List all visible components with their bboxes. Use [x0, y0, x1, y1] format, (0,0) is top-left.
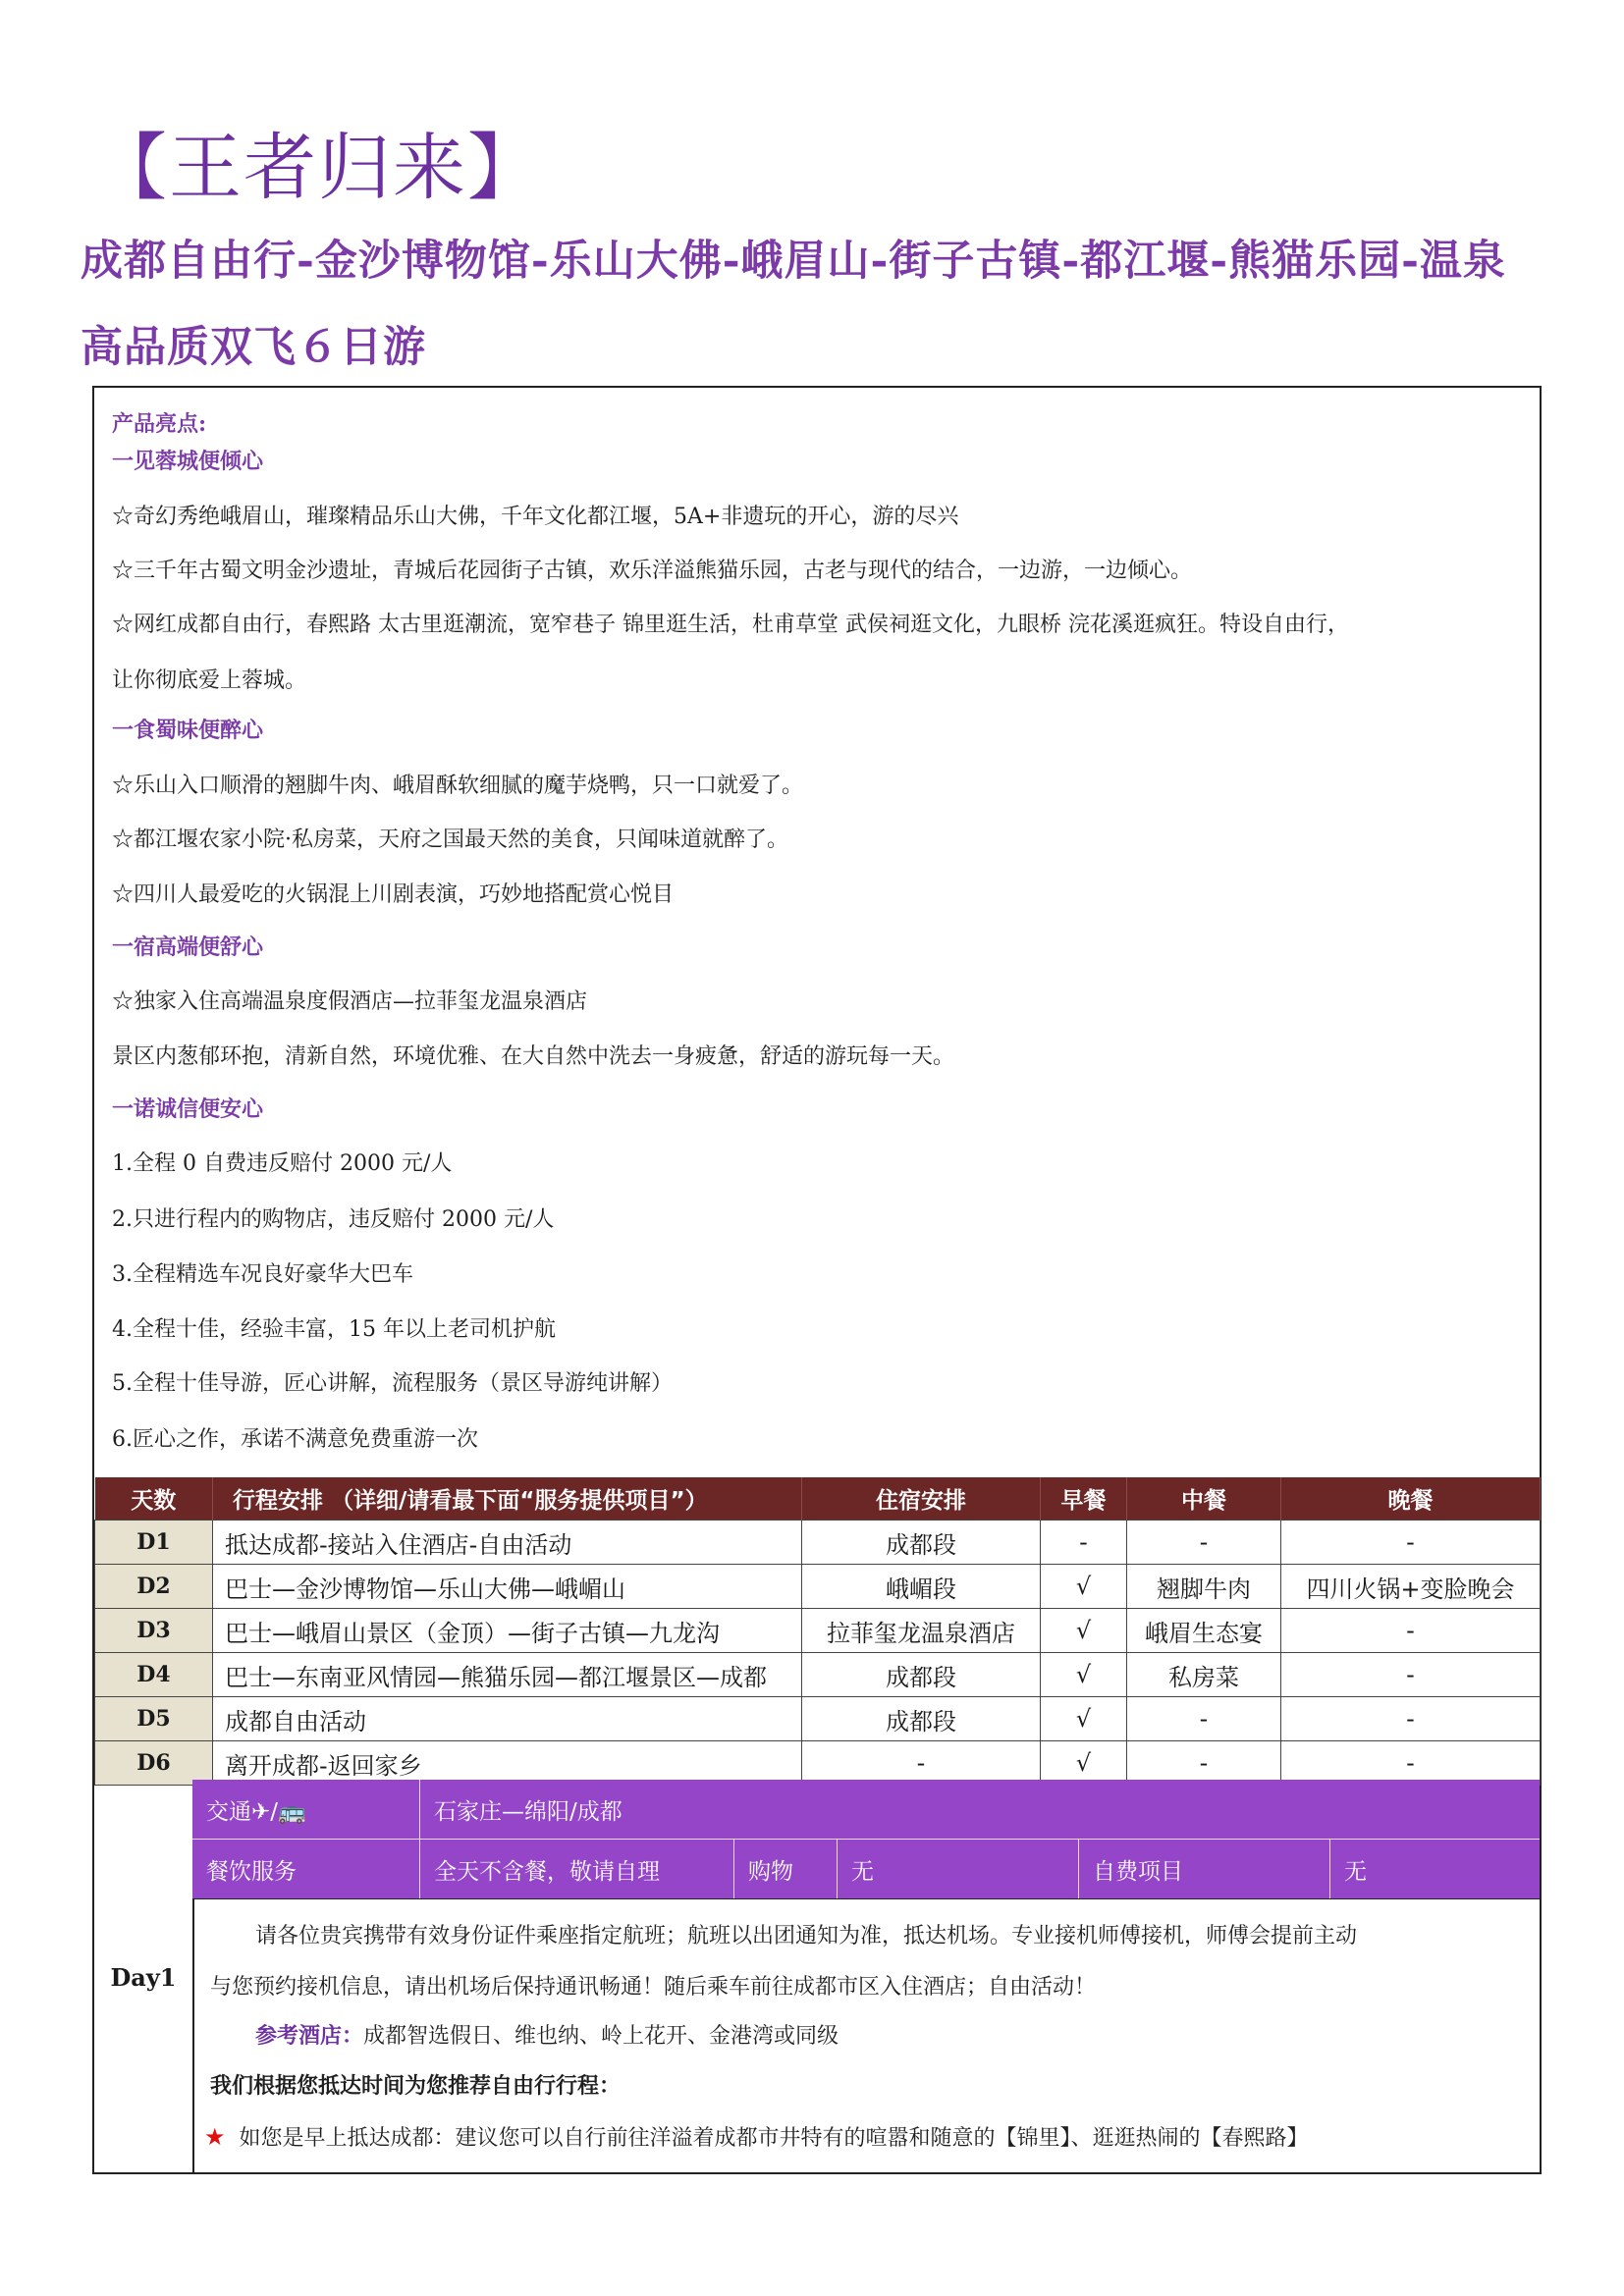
- itinerary-plan-cell: 成都自由活动: [213, 1697, 802, 1741]
- itinerary-lunch-cell: 私房菜: [1127, 1653, 1281, 1697]
- itinerary-plan-cell: 抵达成都-接站入住酒店-自由活动: [213, 1521, 802, 1565]
- itinerary-lunch-cell: -: [1127, 1741, 1281, 1786]
- itinerary-row: [95, 1653, 1541, 1697]
- reference-hotel-value: 成都智选假日、维也纳、岭上花开、金港湾或同级: [363, 2024, 839, 2049]
- page-title: 【王者归来】: [94, 126, 542, 210]
- day1-desc-line1: 请各位贵宾携带有效身份证件乘座指定航班；航班以出团通知为准，抵达机场。专业接机师傅接机，师傅会提前主动: [255, 1924, 1358, 1949]
- day1-transport-bar: [192, 1780, 1540, 1840]
- itinerary-day-cell: D5: [95, 1697, 213, 1741]
- route-subtitle-line1: 成都自由行-金沙博物馆-乐山大佛-峨眉山-街子古镇-都江堰-熊猫乐园-温泉: [81, 237, 1506, 286]
- meal-value: 全天不含餐，敬请自理: [420, 1840, 734, 1898]
- itinerary-hotel-cell: 成都段: [802, 1653, 1041, 1697]
- itinerary-dinner-cell: -: [1281, 1653, 1541, 1697]
- highlight-section-heading: 一食蜀味便醉心: [112, 718, 264, 743]
- highlight-line: 6.匠心之作，承诺不满意免费重游一次: [112, 1427, 478, 1452]
- highlight-section-heading: 一见蓉城便倾心: [112, 449, 264, 474]
- recommendation-heading: 我们根据您抵达时间为您推荐自由行行程：: [210, 2073, 622, 2099]
- highlight-line: ☆乐山入口顺滑的翘脚牛肉、峨眉酥软细腻的魔芋烧鸭，只一口就爱了。: [112, 774, 804, 798]
- itinerary-breakfast-cell: -: [1041, 1521, 1127, 1565]
- star-icon: ★: [204, 2123, 226, 2151]
- highlight-line: ☆网红成都自由行，春熙路 太古里逛潮流，宽窄巷子 锦里逛生活，杜甫草堂 武侯祠逛文化，九眼桥 浣花溪逛疯狂。特设自由行，: [112, 613, 1349, 637]
- highlight-line: 4.全程十佳，经验丰富，15 年以上老司机护航: [112, 1317, 556, 1342]
- transport-label: 交通✈/🚌: [192, 1780, 420, 1839]
- highlight-line: ☆四川人最爱吃的火锅混上川剧表演，巧妙地搭配赏心悦目: [112, 882, 675, 907]
- itinerary-plan-cell: 巴士—金沙博物馆—乐山大佛—峨嵋山: [213, 1565, 802, 1609]
- itinerary-row: [95, 1741, 1541, 1786]
- itinerary-hotel-cell: 峨嵋段: [802, 1565, 1041, 1609]
- day1-label: Day1: [94, 1780, 194, 2174]
- itinerary-row: [95, 1697, 1541, 1741]
- highlight-line: ☆都江堰农家小院·私房菜，天府之国最天然的美食，只闻味道就醉了。: [112, 828, 788, 852]
- itinerary-lunch-cell: -: [1127, 1521, 1281, 1565]
- recommendation-line: [204, 2121, 1309, 2152]
- itinerary-dinner-cell: -: [1281, 1521, 1541, 1565]
- reference-hotel-label: 参考酒店：: [255, 2023, 364, 2049]
- highlight-line: 3.全程精选车况良好豪华大巴车: [112, 1262, 413, 1287]
- itinerary-breakfast-cell: √: [1041, 1741, 1127, 1786]
- itinerary-breakfast-cell: √: [1041, 1565, 1127, 1609]
- transport-value: 石家庄—绵阳/成都: [434, 1798, 623, 1825]
- itinerary-lunch-cell: 峨眉生态宴: [1127, 1609, 1281, 1653]
- optional-items-value: 无: [1344, 1858, 1367, 1885]
- col-header-dinner: 晚餐: [1281, 1477, 1541, 1521]
- highlight-line: 5.全程十佳导游，匠心讲解，流程服务（景区导游纯讲解）: [112, 1371, 673, 1396]
- itinerary-row: [95, 1565, 1541, 1609]
- itinerary-dinner-cell: -: [1281, 1741, 1541, 1786]
- highlight-section-heading: 一宿高端便舒心: [112, 934, 264, 960]
- col-header-breakfast: 早餐: [1041, 1477, 1127, 1521]
- itinerary-day-cell: D4: [95, 1653, 213, 1697]
- itinerary-breakfast-cell: √: [1041, 1653, 1127, 1697]
- highlight-line: ☆独家入住高端温泉度假酒店—拉菲玺龙温泉酒店: [112, 989, 588, 1014]
- tour-details-box: [92, 386, 1542, 2174]
- itinerary-dinner-cell: -: [1281, 1609, 1541, 1653]
- meal-label: 餐饮服务: [192, 1840, 420, 1898]
- reference-hotel: [255, 2019, 839, 2050]
- day1-services-bar: [192, 1840, 1540, 1898]
- itinerary-plan-cell: 离开成都-返回家乡: [213, 1741, 802, 1786]
- shopping-value: 无: [838, 1840, 1079, 1898]
- itinerary-day-cell: D6: [95, 1741, 213, 1786]
- col-header-lunch: 中餐: [1127, 1477, 1281, 1521]
- route-subtitle-line2: 高品质双飞６日游: [81, 323, 426, 372]
- itinerary-hotel-cell: -: [802, 1741, 1041, 1786]
- itinerary-breakfast-cell: √: [1041, 1697, 1127, 1741]
- col-header-hotel: 住宿安排: [802, 1477, 1041, 1521]
- highlight-line: ☆奇幻秀绝峨眉山，璀璨精品乐山大佛，千年文化都江堰，5A+非遗玩的开心，游的尽兴: [112, 505, 959, 529]
- highlights-heading: 产品亮点:: [112, 411, 207, 437]
- itinerary-day-cell: D1: [95, 1521, 213, 1565]
- itinerary-row: [95, 1521, 1541, 1565]
- highlight-line: 让你彻底爱上蓉城。: [112, 668, 307, 693]
- highlight-line: 景区内葱郁环抱，清新自然，环境优雅、在大自然中洗去一身疲惫，舒适的游玩每一天。: [112, 1044, 955, 1069]
- itinerary-day-cell: D2: [95, 1565, 213, 1609]
- itinerary-row: [95, 1609, 1541, 1653]
- itinerary-hotel-cell: 拉菲玺龙温泉酒店: [802, 1609, 1041, 1653]
- itinerary-dinner-cell: -: [1281, 1697, 1541, 1741]
- highlight-line: 2.只进行程内的购物店，违反赔付 2000 元/人: [112, 1207, 555, 1232]
- highlight-line: ☆三千年古蜀文明金沙遗址，青城后花园街子古镇，欢乐洋溢熊猫乐园，古老与现代的结合，一边游，一边倾心。: [112, 559, 1193, 583]
- itinerary-header-row: [95, 1477, 1541, 1521]
- itinerary-table: [94, 1477, 1541, 1786]
- itinerary-day-cell: D3: [95, 1609, 213, 1653]
- recommendation-text: 如您是早上抵达成都：建议您可以自行前往洋溢着成都市井特有的喧嚣和随意的【锦里】、逛逛热闹的【春熙路】: [239, 2126, 1309, 2151]
- itinerary-breakfast-cell: √: [1041, 1609, 1127, 1653]
- col-header-plan: 行程安排 （详细/请看最下面“服务提供项目”）: [213, 1477, 802, 1521]
- itinerary-dinner-cell: 四川火锅+变脸晚会: [1281, 1565, 1541, 1609]
- itinerary-plan-cell: 巴士—峨眉山景区（金顶）—街子古镇—九龙沟: [213, 1609, 802, 1653]
- highlight-line: 1.全程 0 自费违反赔付 2000 元/人: [112, 1151, 453, 1176]
- day1-desc-line2: 与您预约接机信息，请出机场后保持通讯畅通！随后乘车前往成都市区入住酒店；自由活动！: [210, 1975, 1097, 2000]
- day1-description: [192, 1898, 1540, 2175]
- itinerary-lunch-cell: -: [1127, 1697, 1281, 1741]
- highlight-section-heading: 一诺诚信便安心: [112, 1096, 264, 1122]
- itinerary-lunch-cell: 翘脚牛肉: [1127, 1565, 1281, 1609]
- itinerary-hotel-cell: 成都段: [802, 1697, 1041, 1741]
- col-header-day: 天数: [95, 1477, 213, 1521]
- optional-items-label: 自费项目: [1079, 1840, 1330, 1898]
- itinerary-plan-cell: 巴士—东南亚风情园—熊猫乐园—都江堰景区—成都: [213, 1653, 802, 1697]
- shopping-label: 购物: [734, 1840, 838, 1898]
- itinerary-hotel-cell: 成都段: [802, 1521, 1041, 1565]
- product-highlights: [96, 390, 1540, 1477]
